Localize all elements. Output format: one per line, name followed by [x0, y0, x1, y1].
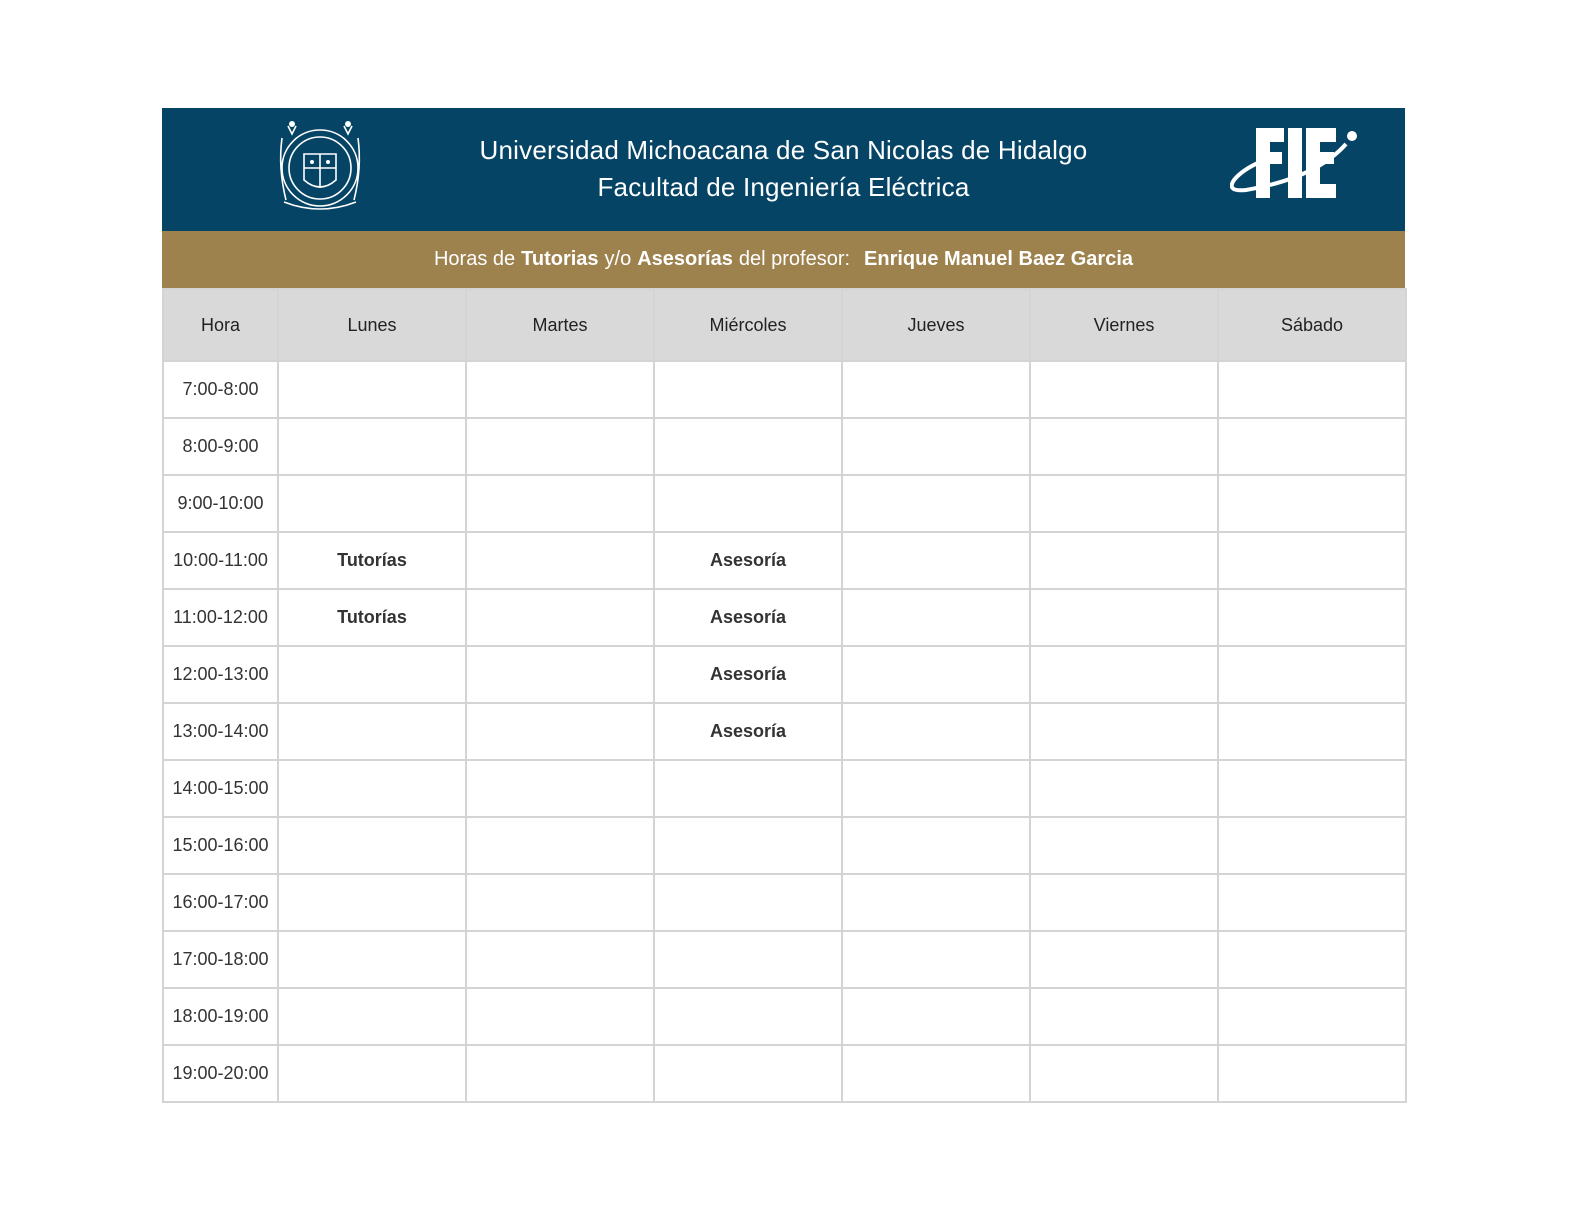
- empty-slot: [1218, 817, 1406, 874]
- empty-slot: [654, 361, 842, 418]
- empty-slot: [278, 1045, 466, 1102]
- empty-slot: [842, 646, 1030, 703]
- table-row: [163, 703, 1406, 760]
- hour-cell: 12:00-13:00: [163, 646, 278, 703]
- table-row: [163, 817, 1406, 874]
- table-row: [163, 475, 1406, 532]
- empty-slot: [654, 817, 842, 874]
- asesoria-slot: Asesoría: [654, 589, 842, 646]
- column-header-sabado: Sábado: [1218, 289, 1406, 361]
- table-row: [163, 361, 1406, 418]
- column-header-miercoles: Miércoles: [654, 289, 842, 361]
- hour-cell: 14:00-15:00: [163, 760, 278, 817]
- asesoria-slot: Asesoría: [654, 532, 842, 589]
- asesoria-slot: Asesoría: [654, 703, 842, 760]
- table-row: [163, 874, 1406, 931]
- hour-cell: 17:00-18:00: [163, 931, 278, 988]
- column-header-martes: Martes: [466, 289, 654, 361]
- empty-slot: [1218, 1045, 1406, 1102]
- empty-slot: [1030, 760, 1218, 817]
- empty-slot: [278, 418, 466, 475]
- empty-slot: [1218, 361, 1406, 418]
- empty-slot: [466, 475, 654, 532]
- university-name: Universidad Michoacana de San Nicolas de Hidalgo: [479, 135, 1088, 165]
- empty-slot: [466, 418, 654, 475]
- empty-slot: [842, 703, 1030, 760]
- empty-slot: [1030, 532, 1218, 589]
- empty-slot: [466, 931, 654, 988]
- empty-slot: [1218, 475, 1406, 532]
- empty-slot: [278, 475, 466, 532]
- hour-cell: 11:00-12:00: [163, 589, 278, 646]
- subheader-asesorias: Asesorías: [637, 248, 733, 270]
- empty-slot: [278, 646, 466, 703]
- empty-slot: [1030, 589, 1218, 646]
- empty-slot: [1218, 589, 1406, 646]
- hour-cell: 19:00-20:00: [163, 1045, 278, 1102]
- hour-cell: 10:00-11:00: [163, 532, 278, 589]
- empty-slot: [842, 1045, 1030, 1102]
- empty-slot: [1030, 703, 1218, 760]
- empty-slot: [278, 874, 466, 931]
- table-row: [163, 760, 1406, 817]
- empty-slot: [1218, 703, 1406, 760]
- empty-slot: [1218, 988, 1406, 1045]
- empty-slot: [842, 760, 1030, 817]
- header-title: [162, 132, 1405, 206]
- empty-slot: [466, 361, 654, 418]
- empty-slot: [278, 817, 466, 874]
- empty-slot: [466, 532, 654, 589]
- hour-cell: 8:00-9:00: [163, 418, 278, 475]
- empty-slot: [1030, 817, 1218, 874]
- empty-slot: [1218, 532, 1406, 589]
- subheader-suffix: del profesor:: [738, 248, 851, 270]
- empty-slot: [842, 361, 1030, 418]
- empty-slot: [1218, 760, 1406, 817]
- asesoria-slot: Asesoría: [654, 646, 842, 703]
- empty-slot: [654, 1045, 842, 1102]
- empty-slot: [1030, 1045, 1218, 1102]
- fie-logo-icon: [1230, 122, 1360, 208]
- subheader-tutorias: Tutorias: [521, 248, 599, 270]
- professor-name: Enrique Manuel Baez Garcia: [864, 248, 1134, 270]
- empty-slot: [1030, 988, 1218, 1045]
- hour-cell: 13:00-14:00: [163, 703, 278, 760]
- empty-slot: [1218, 646, 1406, 703]
- empty-slot: [278, 703, 466, 760]
- column-header-hora: Hora: [163, 289, 278, 361]
- tutorias-slot: Tutorías: [278, 589, 466, 646]
- empty-slot: [654, 760, 842, 817]
- empty-slot: [842, 589, 1030, 646]
- empty-slot: [466, 1045, 654, 1102]
- hour-cell: 7:00-8:00: [163, 361, 278, 418]
- empty-slot: [278, 988, 466, 1045]
- empty-slot: [654, 418, 842, 475]
- column-header-jueves: Jueves: [842, 289, 1030, 361]
- table-row: [163, 532, 1406, 589]
- empty-slot: [466, 703, 654, 760]
- header-banner: [162, 108, 1405, 231]
- empty-slot: [278, 361, 466, 418]
- empty-slot: [466, 589, 654, 646]
- empty-slot: [1030, 361, 1218, 418]
- subheader-prefix: Horas de: [433, 248, 516, 270]
- empty-slot: [654, 988, 842, 1045]
- empty-slot: [466, 874, 654, 931]
- empty-slot: [1030, 874, 1218, 931]
- empty-slot: [842, 817, 1030, 874]
- empty-slot: [1030, 646, 1218, 703]
- empty-slot: [1030, 475, 1218, 532]
- empty-slot: [654, 475, 842, 532]
- empty-slot: [654, 931, 842, 988]
- empty-slot: [1218, 874, 1406, 931]
- empty-slot: [654, 874, 842, 931]
- empty-slot: [842, 874, 1030, 931]
- table-row: [163, 931, 1406, 988]
- empty-slot: [466, 646, 654, 703]
- empty-slot: [466, 760, 654, 817]
- empty-slot: [1218, 418, 1406, 475]
- professor-bar: [162, 231, 1405, 288]
- faculty-name: Facultad de Ingeniería Eléctrica: [597, 172, 970, 202]
- table-row: [163, 988, 1406, 1045]
- empty-slot: [278, 931, 466, 988]
- empty-slot: [1030, 931, 1218, 988]
- schedule-table: [162, 288, 1407, 1103]
- schedule-body: [163, 361, 1406, 1102]
- column-header-lunes: Lunes: [278, 289, 466, 361]
- empty-slot: [842, 931, 1030, 988]
- empty-slot: [842, 532, 1030, 589]
- empty-slot: [466, 817, 654, 874]
- empty-slot: [278, 760, 466, 817]
- table-row: [163, 589, 1406, 646]
- hour-cell: 16:00-17:00: [163, 874, 278, 931]
- empty-slot: [842, 988, 1030, 1045]
- schedule-sheet: [162, 108, 1405, 1103]
- table-row: [163, 1045, 1406, 1102]
- table-row: [163, 418, 1406, 475]
- subheader-connector: y/o: [604, 248, 632, 270]
- tutorias-slot: Tutorías: [278, 532, 466, 589]
- column-header-viernes: Viernes: [1030, 289, 1218, 361]
- empty-slot: [1218, 931, 1406, 988]
- hour-cell: 18:00-19:00: [163, 988, 278, 1045]
- empty-slot: [842, 475, 1030, 532]
- table-row: [163, 646, 1406, 703]
- hour-cell: 9:00-10:00: [163, 475, 278, 532]
- hour-cell: 15:00-16:00: [163, 817, 278, 874]
- empty-slot: [466, 988, 654, 1045]
- empty-slot: [1030, 418, 1218, 475]
- table-header-row: [163, 289, 1406, 361]
- empty-slot: [842, 418, 1030, 475]
